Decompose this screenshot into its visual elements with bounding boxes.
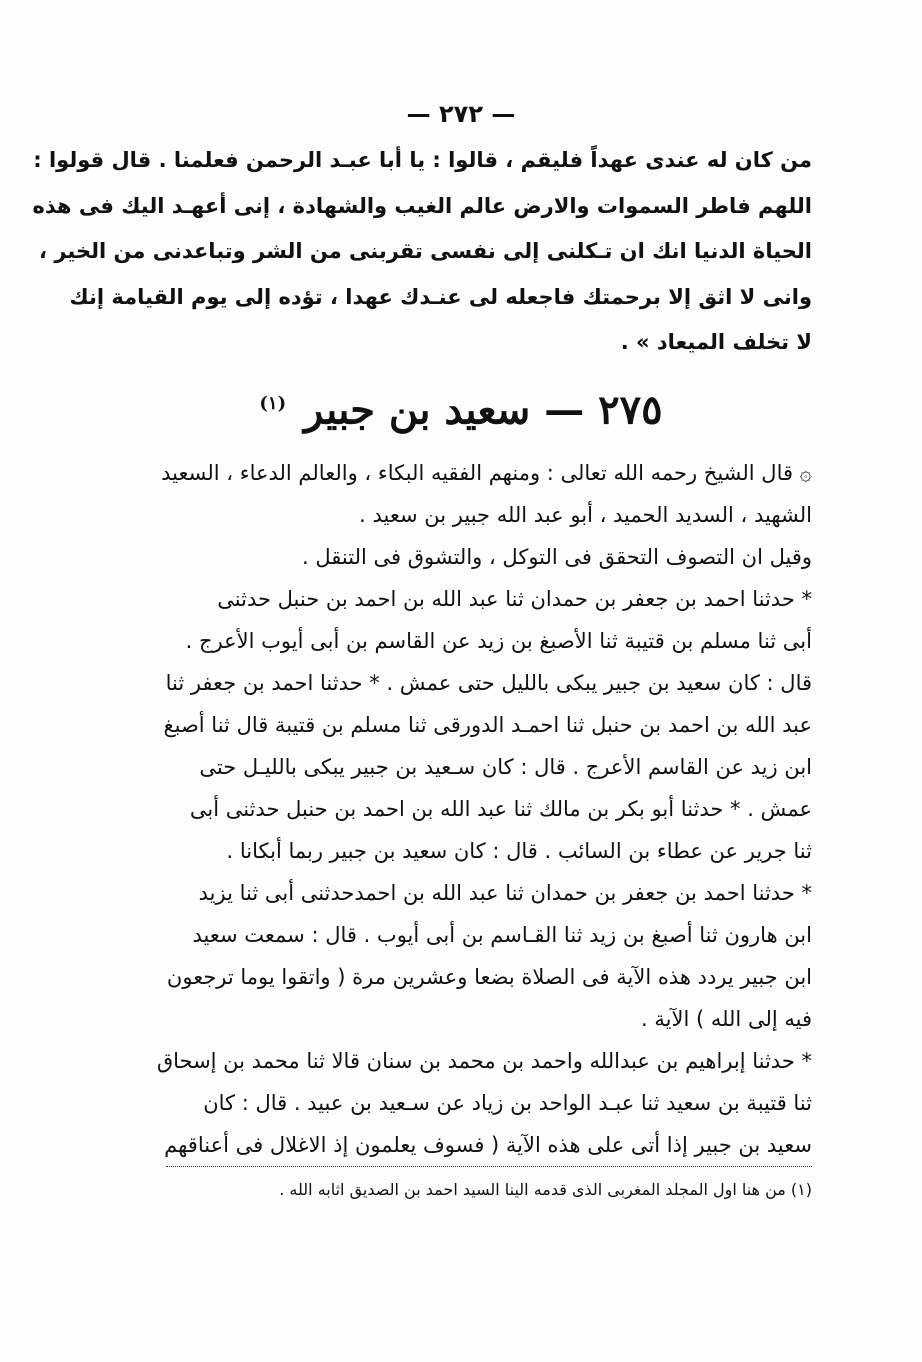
text-line: من كان له عندى عهداً فليقم ، قالوا : يا أبا عبـد الرحمن فعلمنا . قال قولوا :: [33, 148, 812, 172]
text-line: قال : كان سعيد بن جبير يبكى بالليل حتى عمش . * حدثنا احمد بن جعفر ثنا: [165, 671, 812, 695]
section-dash: —: [544, 386, 585, 434]
text-line: ابن زيد عن القاسم الأعرج . قال : كان سـعيد بن جبير يبكى بالليـل حتى: [199, 755, 812, 779]
footnote-divider: [166, 1166, 812, 1167]
section-heading: [0, 374, 922, 440]
text-line: سعيد بن جبير إذا أتى على هذه الآية ( فسوف يعلمون إذ الاغلال فى أعناقهم: [164, 1133, 812, 1157]
section-name: سعيد بن جبير: [304, 386, 531, 434]
text-line: لا تخلف الميعاد » .: [620, 330, 812, 354]
text-line: ثنا قتيبة بن سعيد ثنا عبـد الواحد بن زياد عن سـعيد بن عبيد . قال : كان: [203, 1091, 812, 1115]
text-line: اللهم فاطر السموات والارض عالم الغيب والشهادة ، إنى أعهـد اليك فى هذه: [32, 193, 812, 218]
text-line: وانى لا اثق إلا برحمتك فاجعله لى عنـدك عهدا ، تؤده إلى يوم القيامة إنك: [69, 284, 812, 309]
text-line: عمش . * حدثنا أبو بكر بن مالك ثنا عبد الله بن احمد بن حنبل حدثنى أبى: [189, 797, 812, 821]
text-line: ثنا جرير عن عطاء بن السائب . قال : كان سعيد بن جبير ربما أبكانا .: [226, 839, 812, 863]
footnote-reference: (١): [259, 393, 287, 414]
text-line: * حدثنا احمد بن جعفر بن حمدان ثنا عبد الله بن احمدحدثنى أبى ثنا يزيد: [198, 881, 812, 905]
text-line: عبد الله بن احمد بن حنبل ثنا احمـد الدورقى ثنا مسلم بن قتيبة قال ثنا أصبغ: [163, 713, 812, 737]
footnote: (١) من هنا اول المجلد المغربى الذى قدمه الينا السيد احمد بن الصديق اثابه الله .: [279, 1180, 812, 1199]
page-number: — ٢٧٢ —: [406, 100, 516, 128]
text-line: * حدثنا احمد بن جعفر بن حمدان ثنا عبد الله بن احمد بن حنبل حدثنى: [217, 587, 812, 611]
text-line: ابن جبير يردد هذه الآية فى الصلاة بضعا وعشرين مرة ( واتقوا يوما ترجعون: [166, 965, 812, 989]
text-line: * حدثنا إبراهيم بن عبدالله واحمد بن محمد بن سنان قالا ثنا محمد بن إسحاق: [156, 1049, 812, 1073]
text-line: أبى ثنا مسلم بن قتيبة ثنا الأصبغ بن زيد عن القاسم بن أبى أيوب الأعرج .: [185, 629, 812, 653]
text-line: الشهيد ، السديد الحميد ، أبو عبد الله جبير بن سعيد .: [359, 503, 812, 527]
intro-paragraph: [32, 138, 812, 366]
text-line: وقيل ان التصوف التحقق فى التوكل ، والتشوق فى التنقل .: [302, 545, 812, 569]
body-text: [156, 452, 812, 1166]
section-number: ٢٧٥: [598, 386, 663, 434]
text-line: ۞ قال الشيخ رحمه الله تعالى : ومنهم الفقيه البكاء ، والعالم الدعاء ، السعيد: [161, 461, 812, 485]
text-line: ابن هارون ثنا أصبغ بن زيد ثنا القـاسم بن أبى أيوب . قال : سمعت سعيد: [192, 923, 812, 947]
text-line: الحياة الدنيا انك ان تـكلنى إلى نفسى تقربنى من الشر وتباعدنى من الخير ،: [39, 239, 812, 263]
text-line: فيه إلى الله ) الآية .: [641, 1007, 812, 1031]
